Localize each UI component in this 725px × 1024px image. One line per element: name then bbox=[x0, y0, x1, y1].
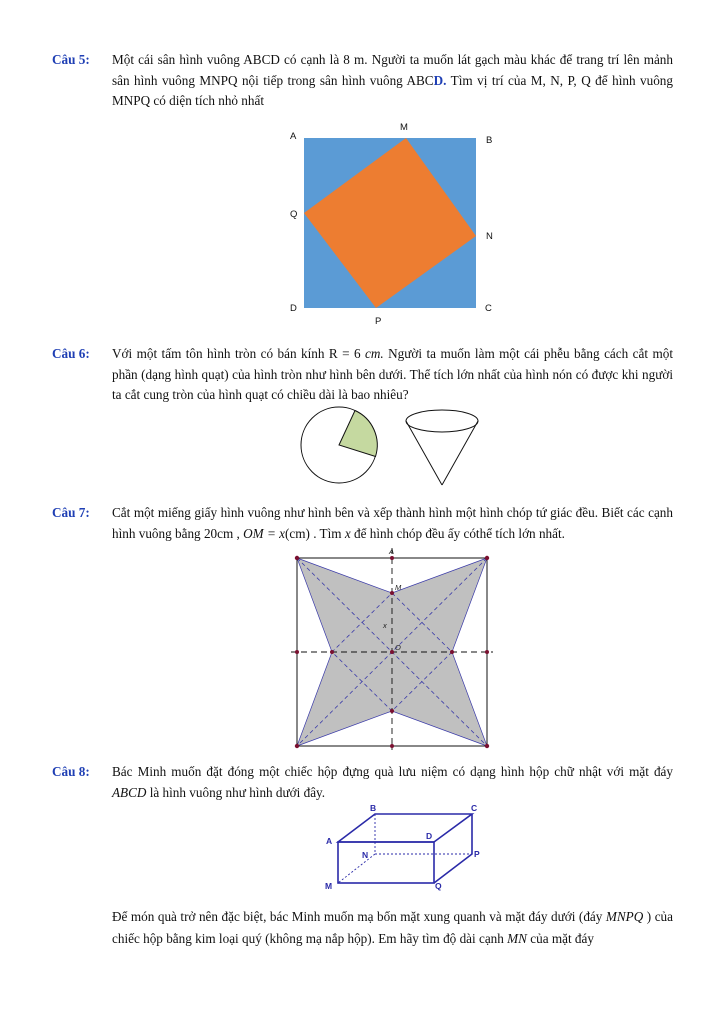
cone-rim bbox=[406, 410, 478, 432]
question-7 bbox=[52, 503, 673, 544]
question-label: Câu 8: bbox=[52, 764, 90, 779]
label-D: D bbox=[426, 831, 433, 841]
label-Q: Q bbox=[435, 881, 442, 891]
question-8 bbox=[52, 762, 673, 803]
label-B: B bbox=[370, 803, 377, 813]
label-C: C bbox=[485, 303, 492, 314]
question-text: Cắt một miếng giấy hình vuông như hình bên và xếp thành hình một hình chóp tứ giác đều. Biết các cạnh hình vuông bằng 20cm , OM = x(cm) . Tìm x để hình chóp đều ấy cóthể tích lớn nhất. bbox=[112, 505, 673, 541]
question-text: Với một tấm tôn hình tròn có bán kính R = 6 cm. Người ta muốn làm một cái phễu bằng cách cắt một phần (dạng hình quạt) của hình tròn như hình bên dưới. Thể tích lớn nhất của hình nón có được khi người ta cắt cung tròn của hình quạt có chiều dài là bao nhiêu? bbox=[112, 346, 673, 402]
label-Q: Q bbox=[290, 209, 298, 220]
right-face bbox=[434, 814, 472, 883]
label-M: M bbox=[325, 881, 333, 891]
circle-cone-figure bbox=[295, 405, 495, 490]
label-P: P bbox=[474, 849, 480, 859]
top-face bbox=[338, 814, 472, 842]
label-N: N bbox=[362, 850, 369, 860]
square-figure bbox=[280, 118, 500, 330]
label-N: N bbox=[486, 231, 493, 242]
question-label: Câu 7: bbox=[52, 505, 90, 520]
question-label: Câu 5: bbox=[52, 52, 90, 67]
label-A: A bbox=[389, 547, 395, 556]
label-M: M bbox=[400, 122, 408, 133]
label-D: D bbox=[290, 303, 297, 314]
question-label: Câu 6: bbox=[52, 346, 90, 361]
label-x: x bbox=[383, 621, 387, 630]
question-text: Bác Minh muốn đặt đóng một chiếc hộp đựng quà lưu niệm có dạng hình hộp chữ nhật với mặt đáy ABCD là hình vuông như hình dưới đây. bbox=[112, 764, 673, 800]
label-B: B bbox=[486, 135, 493, 146]
front-face bbox=[338, 842, 434, 883]
question-5 bbox=[52, 50, 673, 112]
label-A: A bbox=[290, 131, 297, 142]
label-C: C bbox=[471, 803, 478, 813]
question-text: Một cái sân hình vuông ABCD có cạnh là 8 m. Người ta muốn lát gạch màu khác để trang trí lên mảnh sân hình vuông MNPQ nội tiếp trong sân hình vuông ABCD. Tìm vị trí của M, N, P, Q để hình vuông MNPQ có diện tích nhỏ nhất bbox=[112, 52, 673, 108]
label-M: M bbox=[395, 583, 402, 592]
label-A: A bbox=[326, 836, 333, 846]
label-O: O bbox=[395, 643, 401, 652]
question-6 bbox=[52, 344, 673, 406]
box-figure bbox=[320, 802, 490, 892]
q8-paragraph: Để món quà trở nên đặc biệt, bác Minh muốn mạ bốn mặt xung quanh và mặt đáy dưới (đáy MNPQ ) của chiếc hộp bằng kim loại quý (không mạ nắp hộp). Em hãy tìm độ dài cạnh MN của mặt đáy bbox=[112, 909, 673, 946]
pyramid-net-figure bbox=[289, 546, 495, 752]
label-P: P bbox=[375, 316, 382, 327]
